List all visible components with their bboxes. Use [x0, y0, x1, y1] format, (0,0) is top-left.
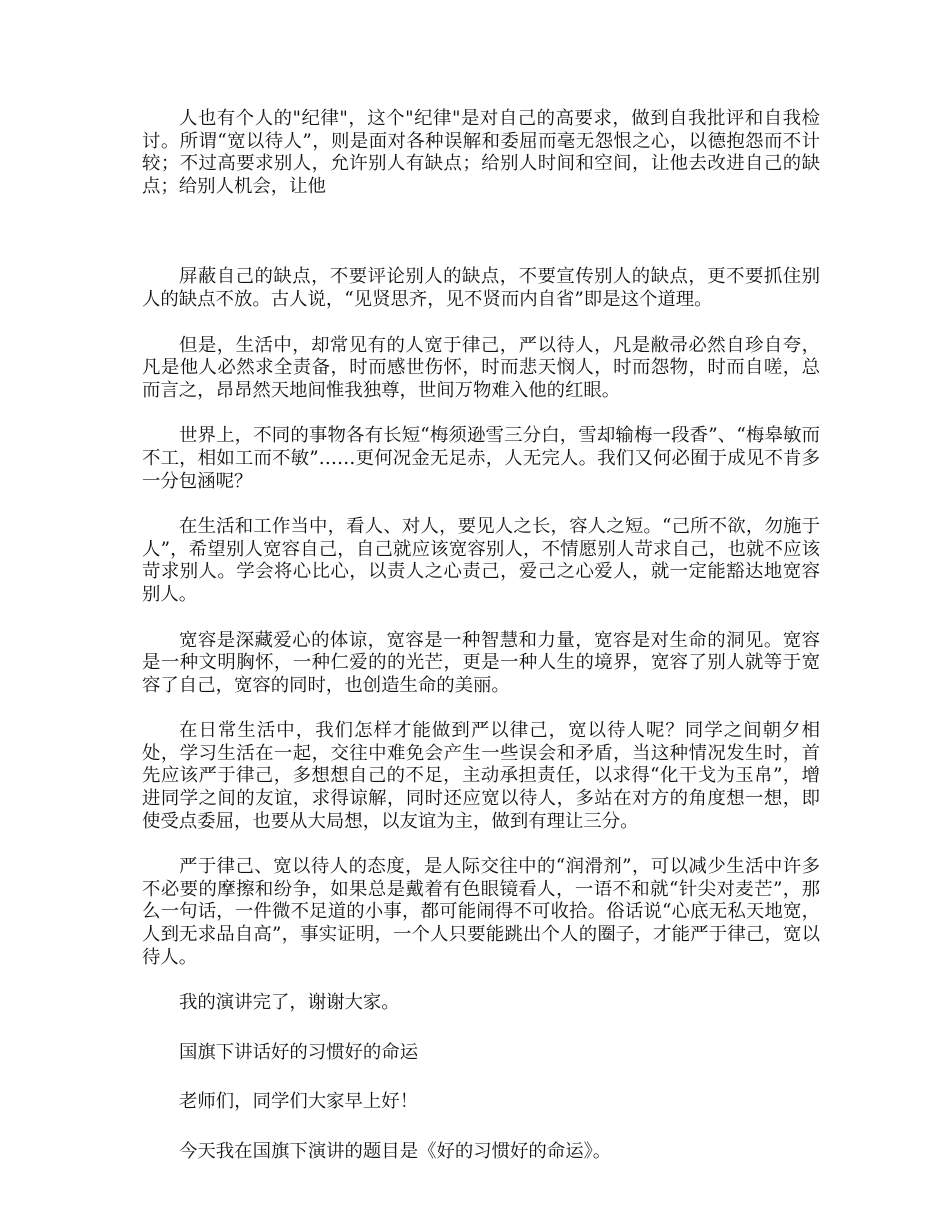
greeting: 老师们，同学们大家早上好！	[179, 1091, 419, 1113]
paragraph-life-work: 在生活和工作当中，看人、对人，要见人之长，容人之短。“己所不欲，勿施于人”，希望别人宽容自己，自己就应该宽容别人，不情愿别人苛求自己，也就不应该苛求别人。学会将心比心，以责人之心责己，爱己之心爱人，就一定能豁达地宽容别人。	[142, 516, 820, 605]
paragraph-however: 但是，生活中，却常见有的人宽于律己，严以待人，凡是敝帚必然自珍自夸，凡是他人必然求全责备，时而感世伤怀，时而悲天悯人，时而怨物，时而自嗟，总而言之，昂昂然天地间惟我独尊，世间万物难入他的红眼。	[142, 334, 820, 401]
paragraph-tolerance: 宽容是深藏爱心的体谅，宽容是一种智慧和力量，宽容是对生命的洞见。宽容是一种文明胸怀，一种仁爱的的光芒，更是一种人生的境界，宽容了别人就等于宽容了自己，宽容的同时，也创造生命的美丽。	[142, 629, 820, 696]
paragraph-world: 世界上，不同的事物各有长短“梅须逊雪三分白，雪却输梅一段香”、“梅皋敏而不工，相如工而不敏”……更何况金无足赤，人无完人。我们又何必囿于成见不肯多一分包涵呢？	[142, 425, 820, 492]
paragraph-shield-flaws: 屏蔽自己的缺点，不要评论别人的缺点，不要宣传别人的缺点，更不要抓住别人的缺点不放。古人说，“见贤思齐，见不贤而内自省”即是这个道理。	[142, 266, 820, 310]
topic-statement: 今天我在国旗下演讲的题目是《好的习惯好的命运》。	[179, 1141, 612, 1162]
paragraph-closing: 我的演讲完了，谢谢大家。	[179, 992, 400, 1014]
speech-title: 国旗下讲话好的习惯好的命运	[179, 1041, 419, 1063]
paragraph-daily-life: 在日常生活中，我们怎样才能做到严以律己，宽以待人呢？同学之间朝夕相处，学习生活在一起，交往中难免会产生一些误会和矛盾，当这种情况发生时，首先应该严于律己，多想想自己的不足，主动承担责任，以求得“化干戈为玉帛”，增进同学之间的友谊，求得谅解，同时还应宽以待人，多站在对方的角度想一想，即使受点委屈，也要从大局想，以友谊为主，做到有理让三分。	[142, 720, 820, 832]
paragraph-attitude: 严于律己、宽以待人的态度，是人际交往中的“润滑剂”，可以减少生活中许多不必要的摩擦和纷争，如果总是戴着有色眼镜看人，一语不和就“针尖对麦芒”，那么一句话，一件微不足道的小事，都可能闹得不可收拾。俗话说“心底无私天地宽，人到无求品自高”，事实证明，一个人只要能跳出个人的圈子，才能严于律己，宽以待人。	[142, 856, 820, 968]
paragraph-discipline-intro: 人也有个人的"纪律"，这个"纪律"是对自己的高要求，做到自我批评和自我检讨。所谓“宽以待人”，则是面对各种误解和委屈而毫无怨恨之心，以德抱怨而不计较；不过高要求别人，允许别人有缺点；给别人时间和空间，让他去改进自己的缺点；给别人机会，让他	[142, 108, 820, 197]
document-body	[142, 108, 820, 1164]
